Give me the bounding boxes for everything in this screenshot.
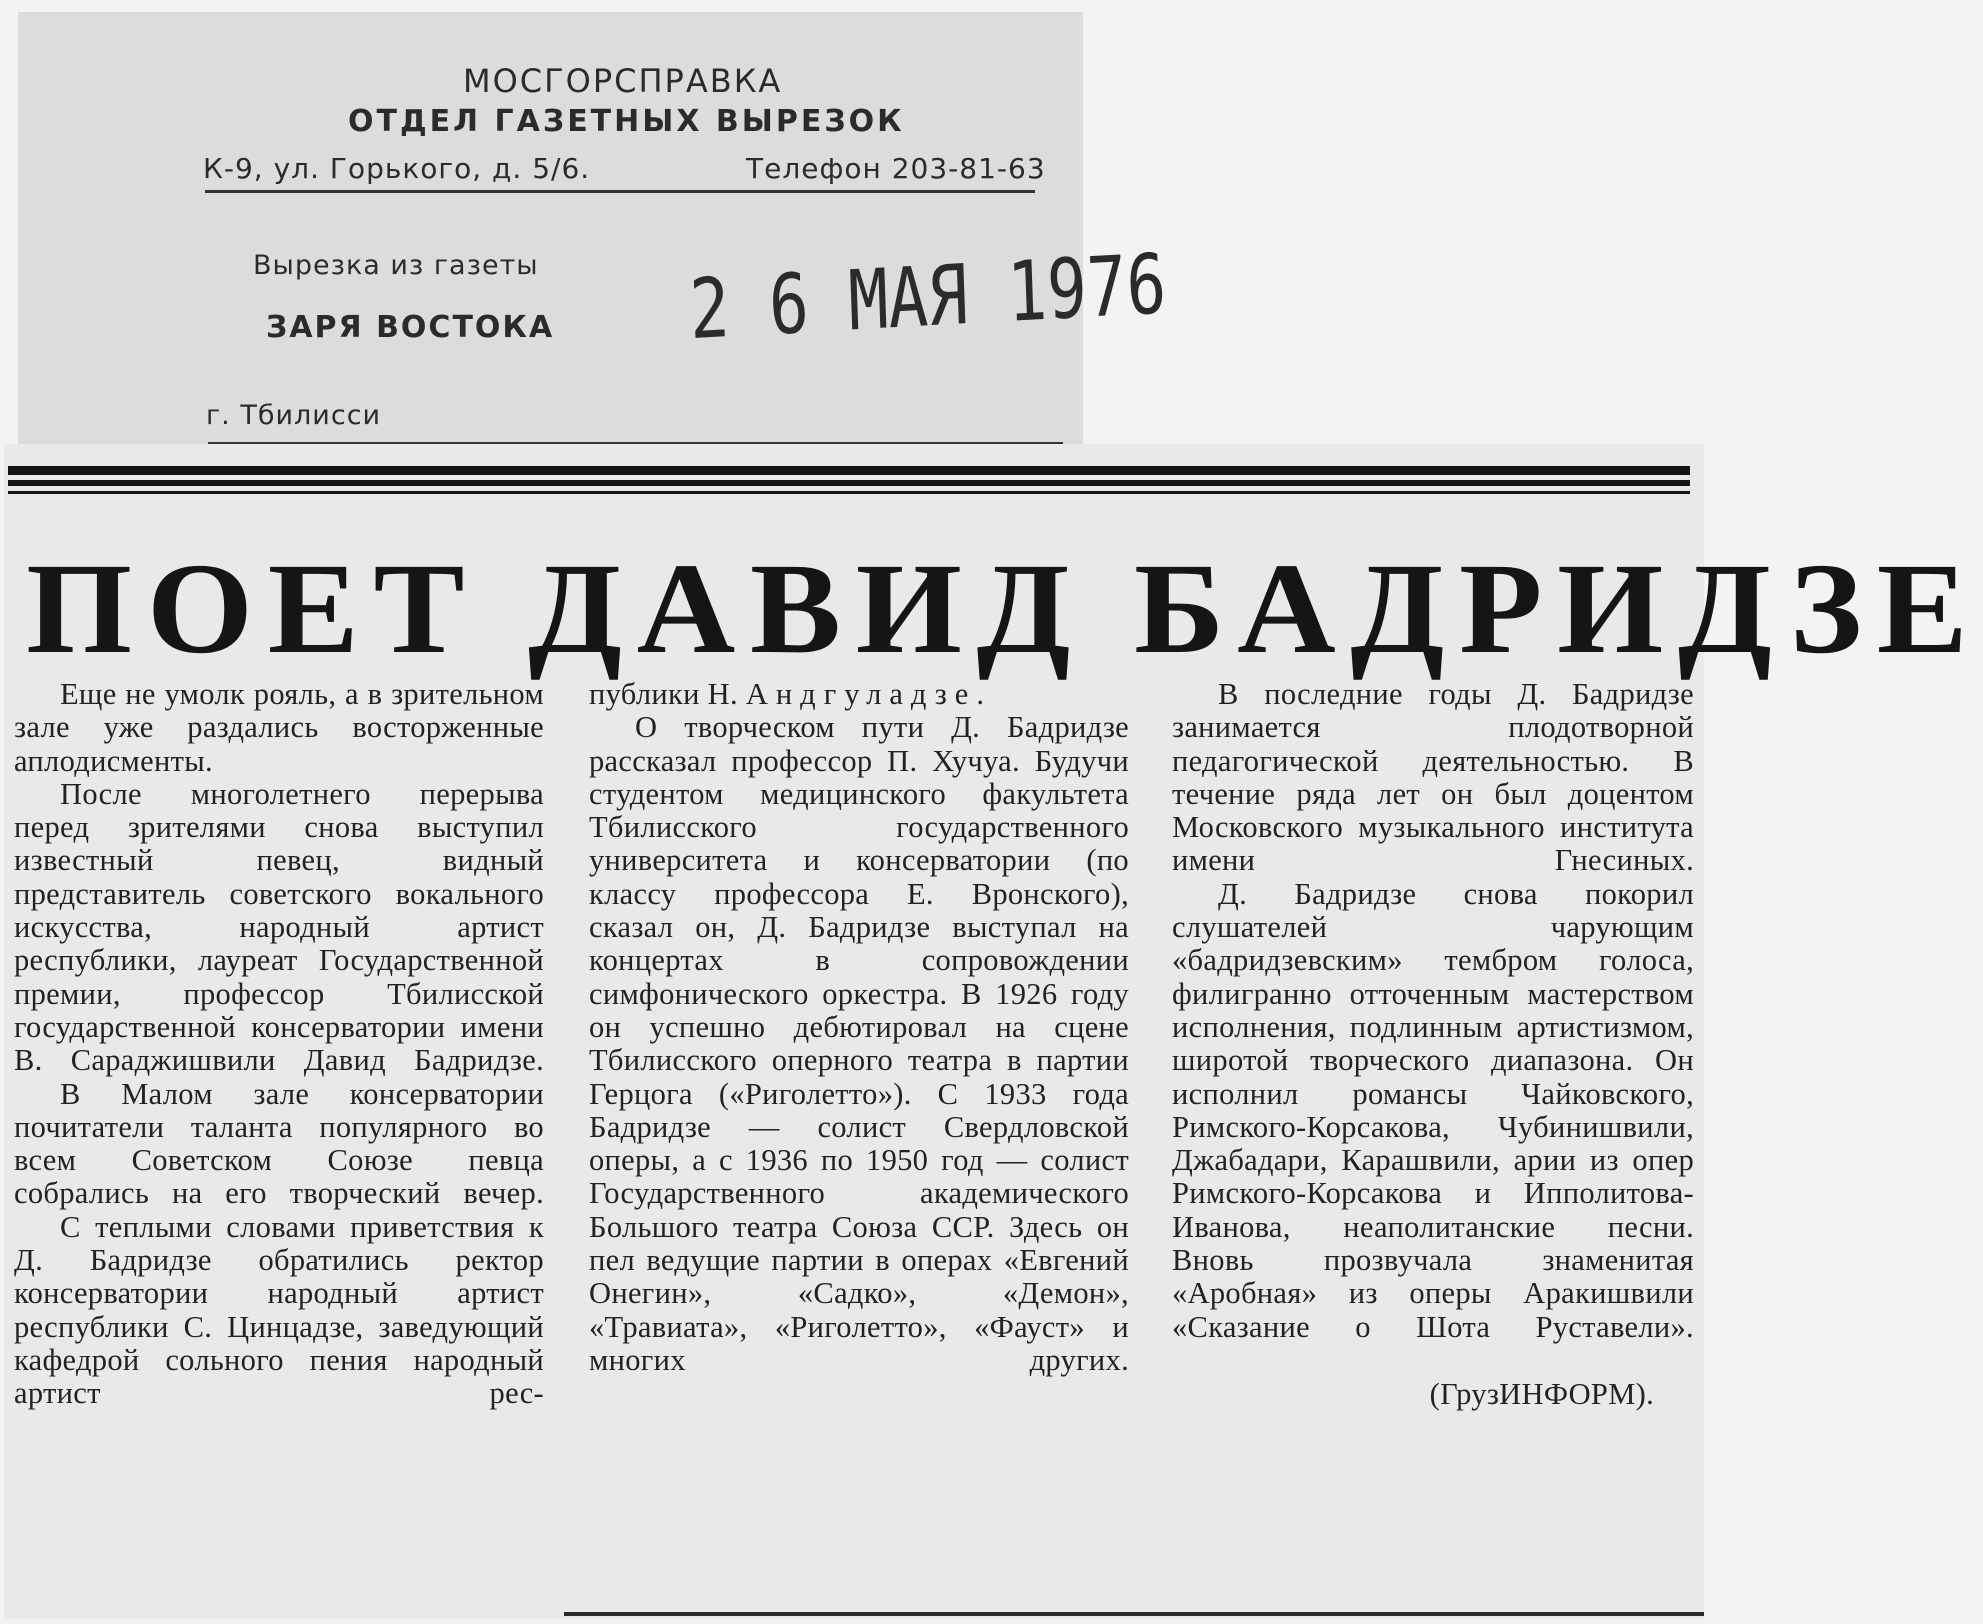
paragraph: После многолетнего перерыва перед зрителями снова выступил известный певец, видный представитель советского вокального искусства, народный артист республики, лауреат Государственной премии, профессор Тбилисской государственной консерватории имени В. Сараджишвили Давид Бадридзе.: [14, 776, 544, 1078]
newspaper-name: ЗАРЯ ВОСТОКА: [266, 310, 555, 345]
paragraph: В Малом зале консерватории почитатели таланта популярного во всем Советском Союзе певца собрались на его творческий вечер.: [14, 1076, 544, 1211]
paragraph: С теплыми словами приветствия к Д. Бадридзе обратились ректор консерватории народный артист республики С. Цинцадзе, заведующий кафедрой сольного пения народный артист рес-: [14, 1209, 544, 1411]
newspaper-clipping: [4, 444, 1983, 1619]
agency-address: К-9, ул. Горького, д. 5/6.: [203, 152, 591, 185]
city-label: г. Тбилисси: [206, 400, 382, 431]
clipping-service-stamp: [18, 12, 1168, 447]
bottom-rule: [564, 1612, 1704, 1616]
article-column-2: [589, 678, 1129, 1377]
article-headline: ПОЕТ ДАВИД БАДРИДЗЕ: [26, 537, 1983, 681]
department-name: ОТДЕЛ ГАЗЕТНЫХ ВЫРЕЗОК: [348, 104, 905, 139]
paragraph: Д. Бадридзе снова покорил слушателей чарующим «бадридзевским» тембром голоса, филигранно отточенным мастерством исполнения, подлинным артистизмом, широтой творческого диапазона. Он исполнил романсы Чайковского, Римского-Корсакова, Чубинишвили, Джабадари, Карашвили, арии из опер Римского-Корсакова и Ипполитова-Иванова, неаполитанские песни. Вновь прозвучала знаменитая «Аробная» из оперы Аракишвили «Сказание о Шота Руставели».: [1172, 876, 1694, 1344]
agency-phone: Телефон 203-81-63: [746, 152, 1046, 185]
paragraph: О творческом пути Д. Бадридзе рассказал профессор П. Хучуа. Будучи студентом медицинского факультета Тбилисского государственного университета и консерватории (по классу профессора Е. Вронского), сказал он, Д. Бадридзе выступал на концертах в сопровождении симфонического оркестра. В 1926 году он успешно дебютировал на сцене Тбилисского оперного театра в партии Герцога («Риголетто»). С 1933 года Бадридзе — солист Свердловской оперы, а с 1936 по 1950 год — солист Государственного академического Большого театра Союза ССР. Здесь он пел ведущие партии в операх «Евгений Онегин», «Садко», «Демон», «Травиата», «Риголетто», «Фауст» и многих других.: [589, 710, 1129, 1377]
headline-rules: [8, 466, 1690, 499]
agency-name: МОСГОРСПРАВКА: [463, 62, 783, 100]
clipping-from-label: Вырезка из газеты: [253, 250, 539, 281]
date-stamp: 2 6 МАЯ 1976: [688, 236, 1168, 359]
paragraph: Еще не умолк рояль, а в зрительном зале уже раздались восторженные аплодисменты.: [14, 677, 544, 778]
article-column-1: [14, 678, 544, 1411]
spaced-name: Андгуладзе.: [745, 677, 992, 711]
paragraph: В последние годы Д. Бадридзе занимается плодотворной педагогической деятельностью. В течение ряда лет он был доцентом Московского музыкального института имени Гнесиных.: [1172, 677, 1694, 878]
article-column-3: [1172, 678, 1694, 1411]
stamp-divider: [205, 190, 1035, 193]
news-agency-source: (ГрузИНФОРМ).: [1429, 1376, 1654, 1411]
paragraph: [589, 678, 1129, 711]
continued-text: публики Н.: [589, 677, 738, 711]
